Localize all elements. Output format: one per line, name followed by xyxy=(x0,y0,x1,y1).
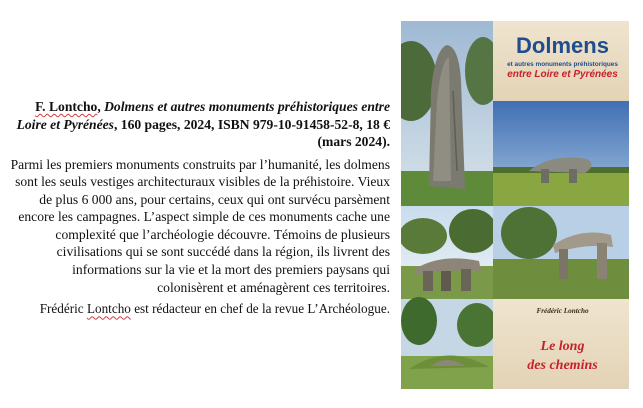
dolmen-field-photo xyxy=(493,101,629,206)
reference-title: Dolmens et autres monuments préhistoriques entre Loire et Pyrénées xyxy=(16,99,390,132)
dolmen-trees-photo xyxy=(401,206,497,299)
book-description: Parmi les premiers monuments construits par l’humanité, les dolmens sont les seuls vestiges architecturaux visibles de la préhistoire. Vieux de plus 6 000 ans, pour certains, ceux qui ont survécu parsèment encore les campagnes. L’aspect simple de ces monuments cache une complexité que l’archéologie découvre. Témoins de plusieurs civilisations qui se sont succédé dans la région, ils livrent des informations sur la vie et la mort des premiers paysans qui colonisèrent et aménagèrent ces territoires. xyxy=(10,156,390,295)
cover-author: Frédéric Lontcho xyxy=(536,307,589,315)
book-cover-image xyxy=(401,21,629,389)
menhir-photo xyxy=(401,21,501,206)
cover-title-block xyxy=(496,33,629,81)
bio-text: est rédacteur en chef de la revue L’Archéologue. xyxy=(130,301,390,317)
reference-details: , 160 pages, 2024, ISBN 979-10-91458-52-8, 18 € (mars 2024). xyxy=(113,116,390,149)
dolmen-tree-photo xyxy=(493,206,629,299)
cover-series-line-2: des chemins xyxy=(527,358,598,373)
cover-series xyxy=(496,337,629,375)
author-bio xyxy=(8,300,390,317)
bio-first-name: Frédéric xyxy=(39,301,84,317)
book-reference xyxy=(8,98,390,151)
cover-subtitle-2: entre Loire et Pyrénées xyxy=(507,69,618,80)
reference-comma: , xyxy=(97,99,105,114)
reference-author: F. Lontcho xyxy=(35,99,98,114)
cover-title: Dolmens xyxy=(516,33,609,58)
book-notice xyxy=(8,98,390,318)
bio-last-name: Lontcho xyxy=(86,301,131,317)
tumulus-photo xyxy=(401,297,497,389)
cover-subtitle-1: et autres monuments préhistoriques xyxy=(507,61,618,68)
cover-series-line-1: Le long xyxy=(540,339,585,354)
